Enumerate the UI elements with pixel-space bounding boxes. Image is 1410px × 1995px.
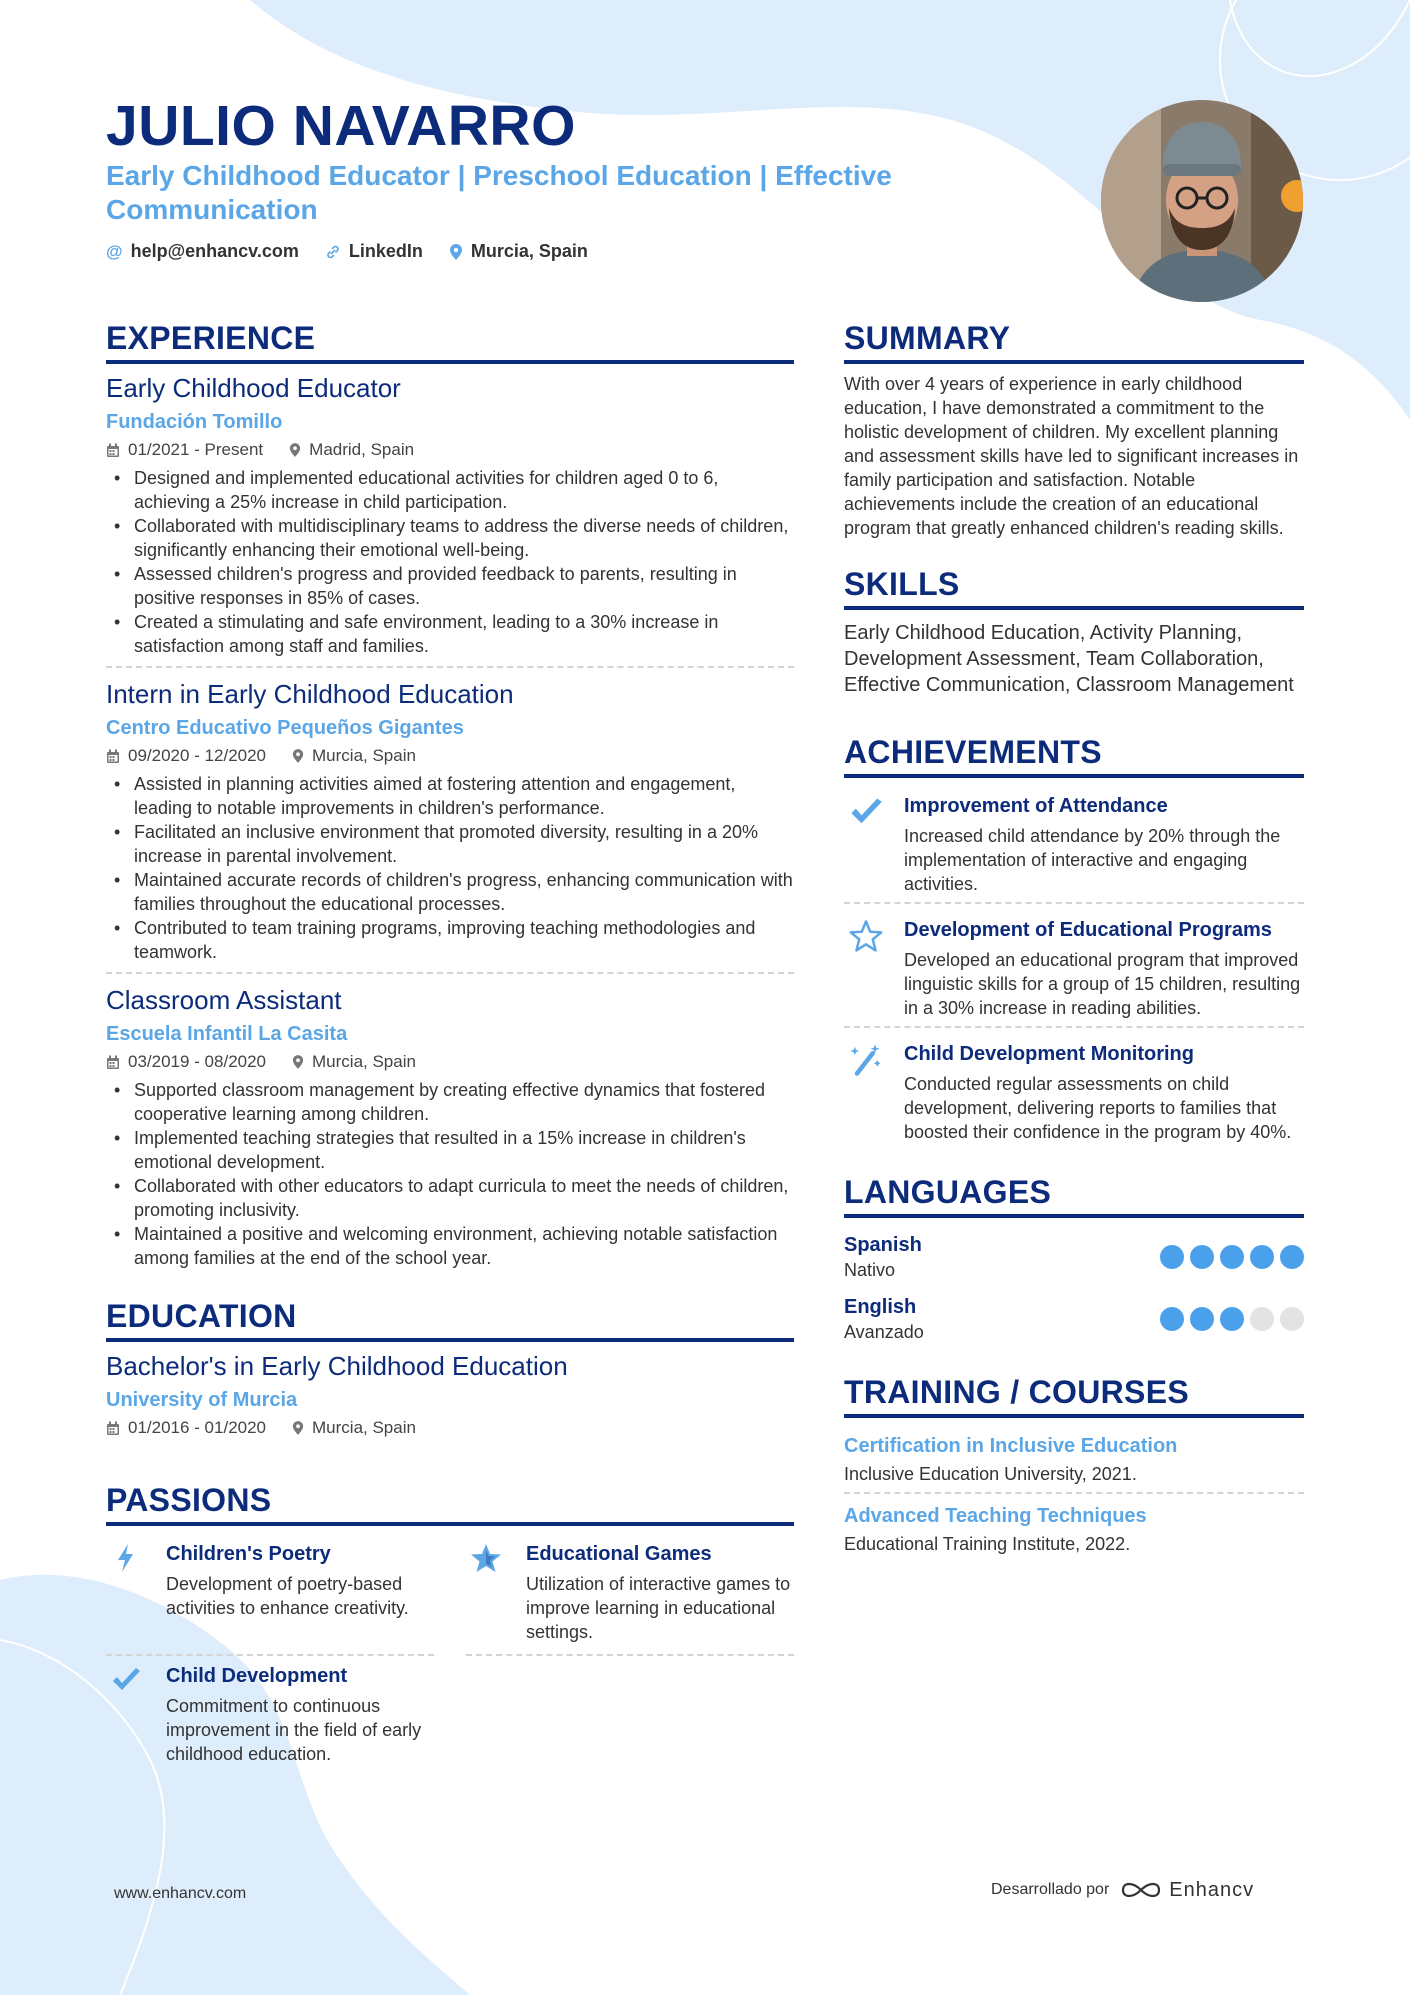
contact-bar	[106, 241, 614, 262]
achievement-desc: Increased child attendance by 20% through the implementation of interactive and engaging activities.	[904, 826, 1281, 894]
language-item	[844, 1226, 1304, 1288]
passion-title: Child Development	[166, 1665, 348, 1687]
passion-desc: Utilization of interactive games to improve learning in educational settings.	[526, 1574, 791, 1642]
bullet-item: • Designed and implemented educational activities for children aged 0 to 6, achieving a 25% increase in child participation.	[106, 466, 794, 514]
at-icon: @	[106, 241, 123, 261]
check-icon	[110, 1664, 142, 1696]
passion-item	[466, 1534, 794, 1656]
passion-title: Children's Poetry	[166, 1543, 331, 1565]
powered-by-text: Desarrollado por	[991, 1881, 1110, 1898]
passions-section	[106, 1480, 794, 1776]
link-icon	[325, 244, 341, 260]
language-level: Nativo	[844, 1260, 896, 1280]
profile-photo	[1101, 100, 1303, 302]
school-name: University of Murcia	[106, 1389, 298, 1411]
rating-dot-filled	[1190, 1307, 1214, 1331]
linkedin-text: LinkedIn	[348, 241, 423, 261]
language-name: Spanish	[844, 1234, 922, 1256]
location-text: Murcia, Spain	[470, 241, 588, 261]
experience-heading: EXPERIENCE	[106, 318, 794, 364]
job-location: Madrid, Spain	[289, 438, 414, 462]
bullet-item: • Collaborated with multidisciplinary teams to address the diverse needs of children, significantly enhancing their emotional well-being.	[106, 514, 794, 562]
map-pin-icon	[289, 442, 301, 458]
job-bullets	[106, 1078, 794, 1270]
passions-grid	[106, 1534, 794, 1776]
magic-wand-icon	[848, 1042, 884, 1078]
rating-dot-filled	[1250, 1245, 1274, 1269]
job-bullets	[106, 466, 794, 658]
degree-title: Bachelor's in Early Childhood Education	[106, 1351, 568, 1381]
bullet-item: • Maintained accurate records of children's progress, enhancing communication with families throughout the educational processes.	[106, 868, 794, 916]
job-company: Escuela Infantil La Casita	[106, 1023, 348, 1045]
rating-dot-empty	[1250, 1307, 1274, 1331]
bullet-item: • Assisted in planning activities aimed at fostering attention and engagement, leading to notable improvements in children's performance.	[106, 772, 794, 820]
rating-dot-filled	[1220, 1307, 1244, 1331]
achievement-desc: Developed an educational program that improved linguistic skills for a group of 15 children, resulting in a 30% increase in reading abilities.	[904, 950, 1301, 1018]
passion-desc: Development of poetry-based activities to enhance creativity.	[166, 1574, 409, 1618]
map-pin-icon	[449, 243, 463, 261]
job-location: Murcia, Spain	[292, 1050, 416, 1074]
skills-text: Early Childhood Education, Activity Planning, Development Assessment, Team Collaboration, Effective Communication, Classroom Management	[844, 622, 1294, 696]
course-provider: Educational Training Institute, 2022.	[844, 1534, 1131, 1554]
job-meta	[106, 1050, 794, 1074]
language-level: Avanzado	[844, 1322, 924, 1342]
left-column	[106, 318, 794, 1776]
job-meta	[106, 744, 794, 768]
bullet-item: • Facilitated an inclusive environment that promoted diversity, resulting in a 20% increase in parental involvement.	[106, 820, 794, 868]
lightning-icon	[110, 1542, 142, 1574]
job-entry	[106, 666, 794, 972]
right-column	[844, 318, 1304, 1562]
calendar-icon	[106, 1421, 120, 1436]
job-entry	[106, 372, 794, 666]
education-section	[106, 1296, 794, 1440]
rating-dot-filled	[1160, 1307, 1184, 1331]
passions-heading: PASSIONS	[106, 1480, 794, 1526]
languages-section	[844, 1172, 1304, 1350]
languages-heading: LANGUAGES	[844, 1172, 1304, 1218]
training-section	[844, 1372, 1304, 1562]
job-dates: 03/2019 - 08/2020	[106, 1050, 266, 1074]
calendar-icon	[106, 1055, 120, 1070]
education-dates: 01/2016 - 01/2020	[106, 1416, 266, 1440]
passion-title: Educational Games	[526, 1543, 712, 1565]
bullet-item: • Contributed to team training programs, improving teaching methodologies and teamwork.	[106, 916, 794, 964]
bullet-item: • Assessed children's progress and provided feedback to parents, resulting in positive responses in 85% of cases.	[106, 562, 794, 610]
contact-location	[449, 241, 588, 262]
bullet-item: • Maintained a positive and welcoming environment, achieving notable satisfaction among families at the end of the school year.	[106, 1222, 794, 1270]
language-rating	[1154, 1307, 1304, 1331]
achievements-section	[844, 732, 1304, 1150]
brand-name: Enhancv	[1169, 1878, 1255, 1901]
job-title: Early Childhood Educator	[106, 373, 401, 403]
course-title: Certification in Inclusive Education	[844, 1435, 1178, 1457]
brand-logo[interactable]	[1119, 1878, 1254, 1902]
bullet-item: • Collaborated with other educators to adapt curricula to meet the needs of children, promoting inclusivity.	[106, 1174, 794, 1222]
map-pin-icon	[292, 1054, 304, 1070]
star-icon	[470, 1542, 502, 1574]
job-bullets	[106, 772, 794, 964]
contact-email[interactable]	[106, 241, 299, 262]
map-pin-icon	[292, 1420, 304, 1436]
calendar-icon	[106, 749, 120, 764]
job-company: Fundación Tomillo	[106, 411, 283, 433]
job-dates: 09/2020 - 12/2020	[106, 744, 266, 768]
footer-branding	[991, 1878, 1254, 1902]
job-company: Centro Educativo Pequeños Gigantes	[106, 717, 464, 739]
language-rating	[1154, 1245, 1304, 1269]
calendar-icon	[106, 443, 120, 458]
bullet-item: • Implemented teaching strategies that resulted in a 15% increase in children's emotional development.	[106, 1126, 794, 1174]
enhancv-logo-icon	[1119, 1878, 1163, 1902]
education-location: Murcia, Spain	[292, 1416, 416, 1440]
job-entry	[106, 972, 794, 1278]
passion-item	[106, 1656, 434, 1776]
headline: Early Childhood Educator | Preschool Education | Effective Communication	[106, 160, 892, 225]
rating-dot-filled	[1280, 1245, 1304, 1269]
achievement-item	[844, 902, 1304, 1026]
achievement-item	[844, 786, 1304, 902]
summary-text: With over 4 years of experience in early childhood education, I have demonstrated a commitment to the holistic development of children. My excellent planning and assessment skills have led to significant increases in family participation and satisfaction. Notable achievements include the creation of an educational program that greatly enhanced children's reading skills.	[844, 374, 1299, 538]
email-text: help@enhancv.com	[130, 241, 299, 261]
job-location: Murcia, Spain	[292, 744, 416, 768]
passion-desc: Commitment to continuous improvement in the field of early childhood education.	[166, 1696, 422, 1764]
job-dates: 01/2021 - Present	[106, 438, 263, 462]
contact-linkedin[interactable]	[325, 241, 423, 262]
course-item	[844, 1492, 1304, 1562]
course-item	[844, 1426, 1304, 1492]
bullet-item: • Supported classroom management by creating effective dynamics that fostered cooperative learning among children.	[106, 1078, 794, 1126]
star-icon	[848, 918, 884, 954]
skills-heading: SKILLS	[844, 564, 1304, 610]
map-pin-icon	[292, 748, 304, 764]
language-name: English	[844, 1296, 917, 1318]
achievement-title: Development of Educational Programs	[904, 919, 1272, 941]
achievements-heading: ACHIEVEMENTS	[844, 732, 1304, 778]
achievement-item	[844, 1026, 1304, 1150]
education-heading: EDUCATION	[106, 1296, 794, 1342]
summary-heading: SUMMARY	[844, 318, 1304, 364]
achievement-desc: Conducted regular assessments on child development, delivering reports to families that boosted their confidence in the program by 40%.	[904, 1074, 1292, 1142]
candidate-name: JULIO NAVARRO	[106, 94, 576, 158]
experience-section	[106, 318, 794, 1278]
check-icon	[848, 794, 884, 830]
course-title: Advanced Teaching Techniques	[844, 1505, 1147, 1527]
job-title: Intern in Early Childhood Education	[106, 679, 514, 709]
summary-section	[844, 318, 1304, 540]
passion-item	[106, 1534, 434, 1656]
bullet-item: • Created a stimulating and safe environment, leading to a 30% increase in satisfaction among staff and families.	[106, 610, 794, 658]
rating-dot-empty	[1280, 1307, 1304, 1331]
job-title: Classroom Assistant	[106, 985, 342, 1015]
achievement-title: Child Development Monitoring	[904, 1043, 1194, 1065]
course-provider: Inclusive Education University, 2021.	[844, 1464, 1137, 1484]
job-meta	[106, 438, 794, 462]
education-meta	[106, 1416, 794, 1440]
training-heading: TRAINING / COURSES	[844, 1372, 1304, 1418]
achievement-title: Improvement of Attendance	[904, 795, 1168, 817]
footer-website[interactable]: www.enhancv.com	[114, 1885, 247, 1902]
language-item	[844, 1288, 1304, 1350]
rating-dot-filled	[1220, 1245, 1244, 1269]
rating-dot-filled	[1160, 1245, 1184, 1269]
rating-dot-filled	[1190, 1245, 1214, 1269]
skills-section	[844, 564, 1304, 698]
